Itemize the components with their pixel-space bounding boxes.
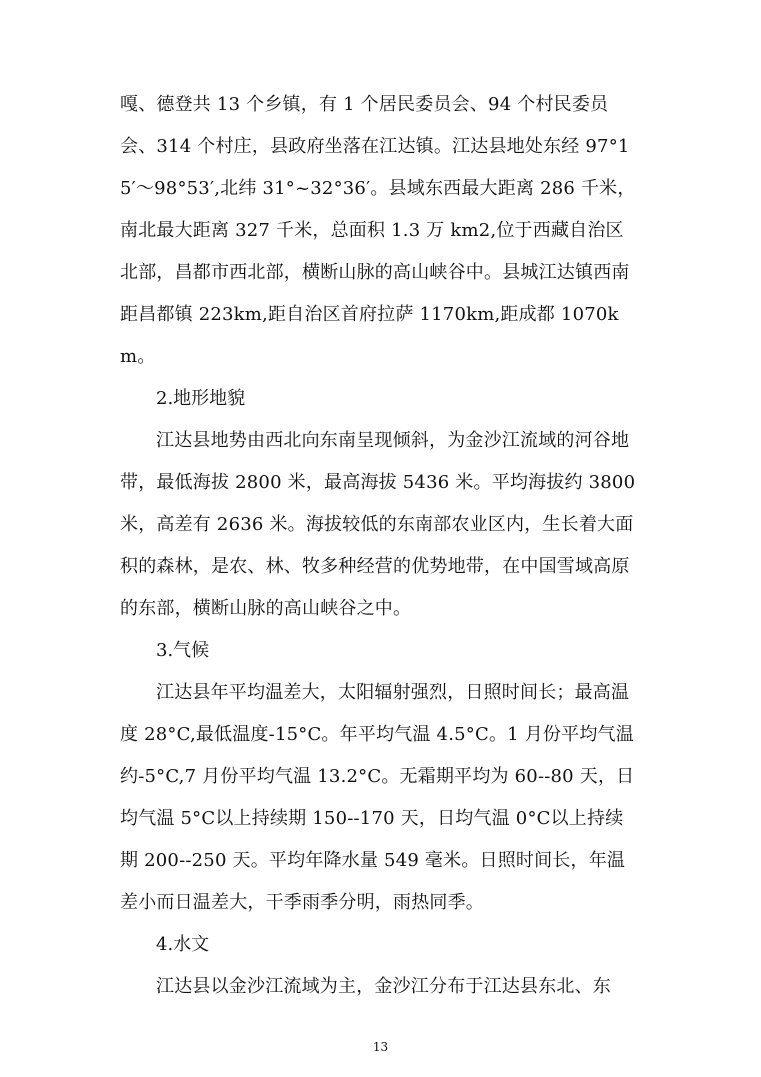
page-content (120, 84, 640, 1008)
section-heading-hydrology: 4.水文 (156, 934, 210, 955)
paragraph-terrain: 江达县地势由西北向东南呈现倾斜，为金沙江流域的河谷地带，最低海拔 2800 米，最高海拔 5436 米。平均海拔约 3800 米，高差有 2636 米。海拔较低的东南部农业区内，生长着大面积的森林，是农、林、牧多种经营的优势地带，在中国雪域高原的东部，横断山脉的高山峡谷之中。 (120, 430, 636, 619)
section-heading-terrain: 2.地形地貌 (156, 388, 246, 409)
paragraph-hydrology: 江达县以金沙江流域为主，金沙江分布于江达县东北、东 (156, 976, 611, 997)
page-number: 13 (372, 1040, 389, 1054)
paragraph-climate: 江达县年平均温差大，太阳辐射强烈，日照时间长；最高温度 28°C,最低温度-15°C。年平均气温 4.5°C。1 月份平均气温约-5°C,7 月份平均气温 13.2°C。无霜期平均为 60--80 天，日均气温 5°C以上持续期 150--170 天，日均气温 0°C以上持续期 200--250 天。平均年降水量 549 毫米。日照时间长，年温差小而日温差大，干季雨季分明，雨热同季。 (120, 682, 635, 913)
paragraph-location: 嘎、德登共 13 个乡镇，有 1 个居民委员会、94 个村民委员会、314 个村庄，县政府坐落在江达镇。江达县地处东经 97°15′～98°53′,北纬 31°~32°36′。县域东西最大距离 286 千米，南北最大距离 327 千米，总面积 1.3 万 km2,位于西藏自治区北部，昌都市西北部，横断山脉的高山峡谷中。县城江达镇西南距昌都镇 223km,距自治区首府拉萨 1170km,距成都 1070km。 (120, 94, 636, 367)
section-heading-climate: 3.气候 (156, 640, 210, 661)
